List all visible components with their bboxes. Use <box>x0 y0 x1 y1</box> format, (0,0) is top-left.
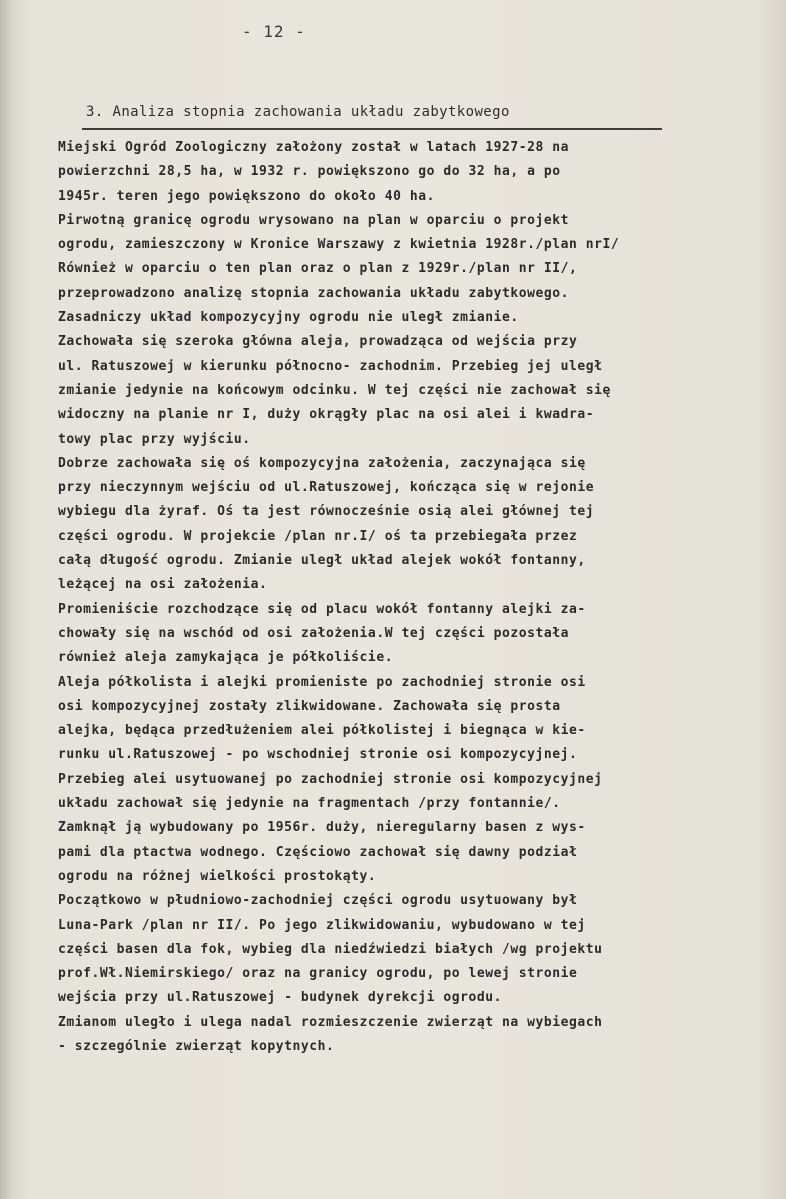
text-line: części ogrodu. W projekcie /plan nr.I/ oś ta przebiegała przez <box>58 528 578 544</box>
text-line: Miejski Ogród Zoologiczny założony został w latach 1927-28 na <box>58 140 569 155</box>
text-line: Dobrze zachowała się oś kompozycyjna założenia, zaczynająca się <box>58 455 586 471</box>
text-line: Luna-Park /plan nr II/. Po jego zlikwidowaniu, wybudowano w tej <box>58 917 586 933</box>
text-line: 1945r. teren jego powiększono do około 40 ha. <box>58 188 435 204</box>
text-line: Promieniście rozchodzące się od placu wokół fontanny alejki za- <box>58 601 586 617</box>
text-line: wybiegu dla żyraf. Oś ta jest równocześnie osią alei głównej tej <box>58 504 595 520</box>
heading-underline <box>82 128 662 130</box>
text-line: - szczególnie zwierząt kopytnych. <box>58 1038 335 1054</box>
text-line: Aleja półkolista i alejki promieniste po zachodniej stronie osi <box>58 674 586 690</box>
text-line: przeprowadzono analizę stopnia zachowania układu zabytkowego. <box>58 285 569 301</box>
text-line: prof.Wł.Niemirskiego/ oraz na granicy ogrodu, po lewej stronie <box>58 966 578 982</box>
text-line: zmianie jedynie na końcowym odcinku. W tej części nie zachował się <box>58 382 611 398</box>
text-line: części basen dla fok, wybieg dla niedźwiedzi białych /wg projektu <box>58 941 603 957</box>
text-line: alejka, będąca przedłużeniem alei półkolistej i biegnąca w kie- <box>58 723 586 739</box>
body-text <box>58 136 768 1059</box>
text-line: wejścia przy ul.Ratuszowej - budynek dyrekcji ogrodu. <box>58 990 502 1006</box>
text-line: przy nieczynnym wejściu od ul.Ratuszowej, kończąca się w rejonie <box>58 480 595 496</box>
text-line: leżącej na osi założenia. <box>58 577 268 593</box>
text-line: Zachowała się szeroka główna aleja, prowadząca od wejścia przy <box>58 334 578 350</box>
text-line: Pirwotną granicę ogrodu wrysowano na plan w oparciu o projekt <box>58 212 569 228</box>
text-line: Zamknął ją wybudowany po 1956r. duży, nieregularny basen z wys- <box>58 820 586 836</box>
text-line: ogrodu na różnej wielkości prostokąty. <box>58 868 377 884</box>
text-line: ogrodu, zamieszczony w Kronice Warszawy z kwietnia 1928r./plan nrI/ <box>58 237 620 253</box>
text-line: widoczny na planie nr I, duży okrągły plac na osi alei i kwadra- <box>58 407 595 423</box>
text-line: chowały się na wschód od osi założenia.W tej części pozostała <box>58 625 569 641</box>
text-line: pami dla ptactwa wodnego. Częściowo zachował się dawny podział <box>58 844 578 860</box>
text-line: również aleja zamykająca je półkoliście. <box>58 650 394 666</box>
text-line: towy plac przy wyjściu. <box>58 431 251 447</box>
text-line: runku ul.Ratuszowej - po wschodniej stronie osi kompozycyjnej. <box>58 747 578 763</box>
page-edge-shadow <box>0 0 14 1199</box>
text-line: Początkowo w płudniowo-zachodniej części ogrodu usytuowany był <box>58 893 578 909</box>
text-line: układu zachował się jedynie na fragmentach /przy fontannie/. <box>58 796 561 812</box>
text-line: Przebieg alei usytuowanej po zachodniej stronie osi kompozycyjnej <box>58 771 603 787</box>
page-number: - 12 - <box>242 22 306 41</box>
section-heading: 3. Analiza stopnia zachowania układu zabytkowego <box>86 104 510 120</box>
text-line: Zmianom uległo i ulega nadal rozmieszczenie zwierząt na wybiegach <box>58 1014 603 1030</box>
text-line: Również w oparciu o ten plan oraz o plan z 1929r./plan nr II/, <box>58 261 578 277</box>
text-line: powierzchni 28,5 ha, w 1932 r. powiększono go do 32 ha, a po <box>58 164 561 180</box>
text-line: osi kompozycyjnej zostały zlikwidowane. Zachowała się prosta <box>58 698 561 714</box>
text-line: Zasadniczy układ kompozycyjny ogrodu nie uległ zmianie. <box>58 310 519 326</box>
text-line: całą długość ogrodu. Zmianie uległ układ alejek wokół fontanny, <box>58 553 586 569</box>
text-line: ul. Ratuszowej w kierunku północno- zachodnim. Przebieg jej uległ <box>58 358 603 374</box>
